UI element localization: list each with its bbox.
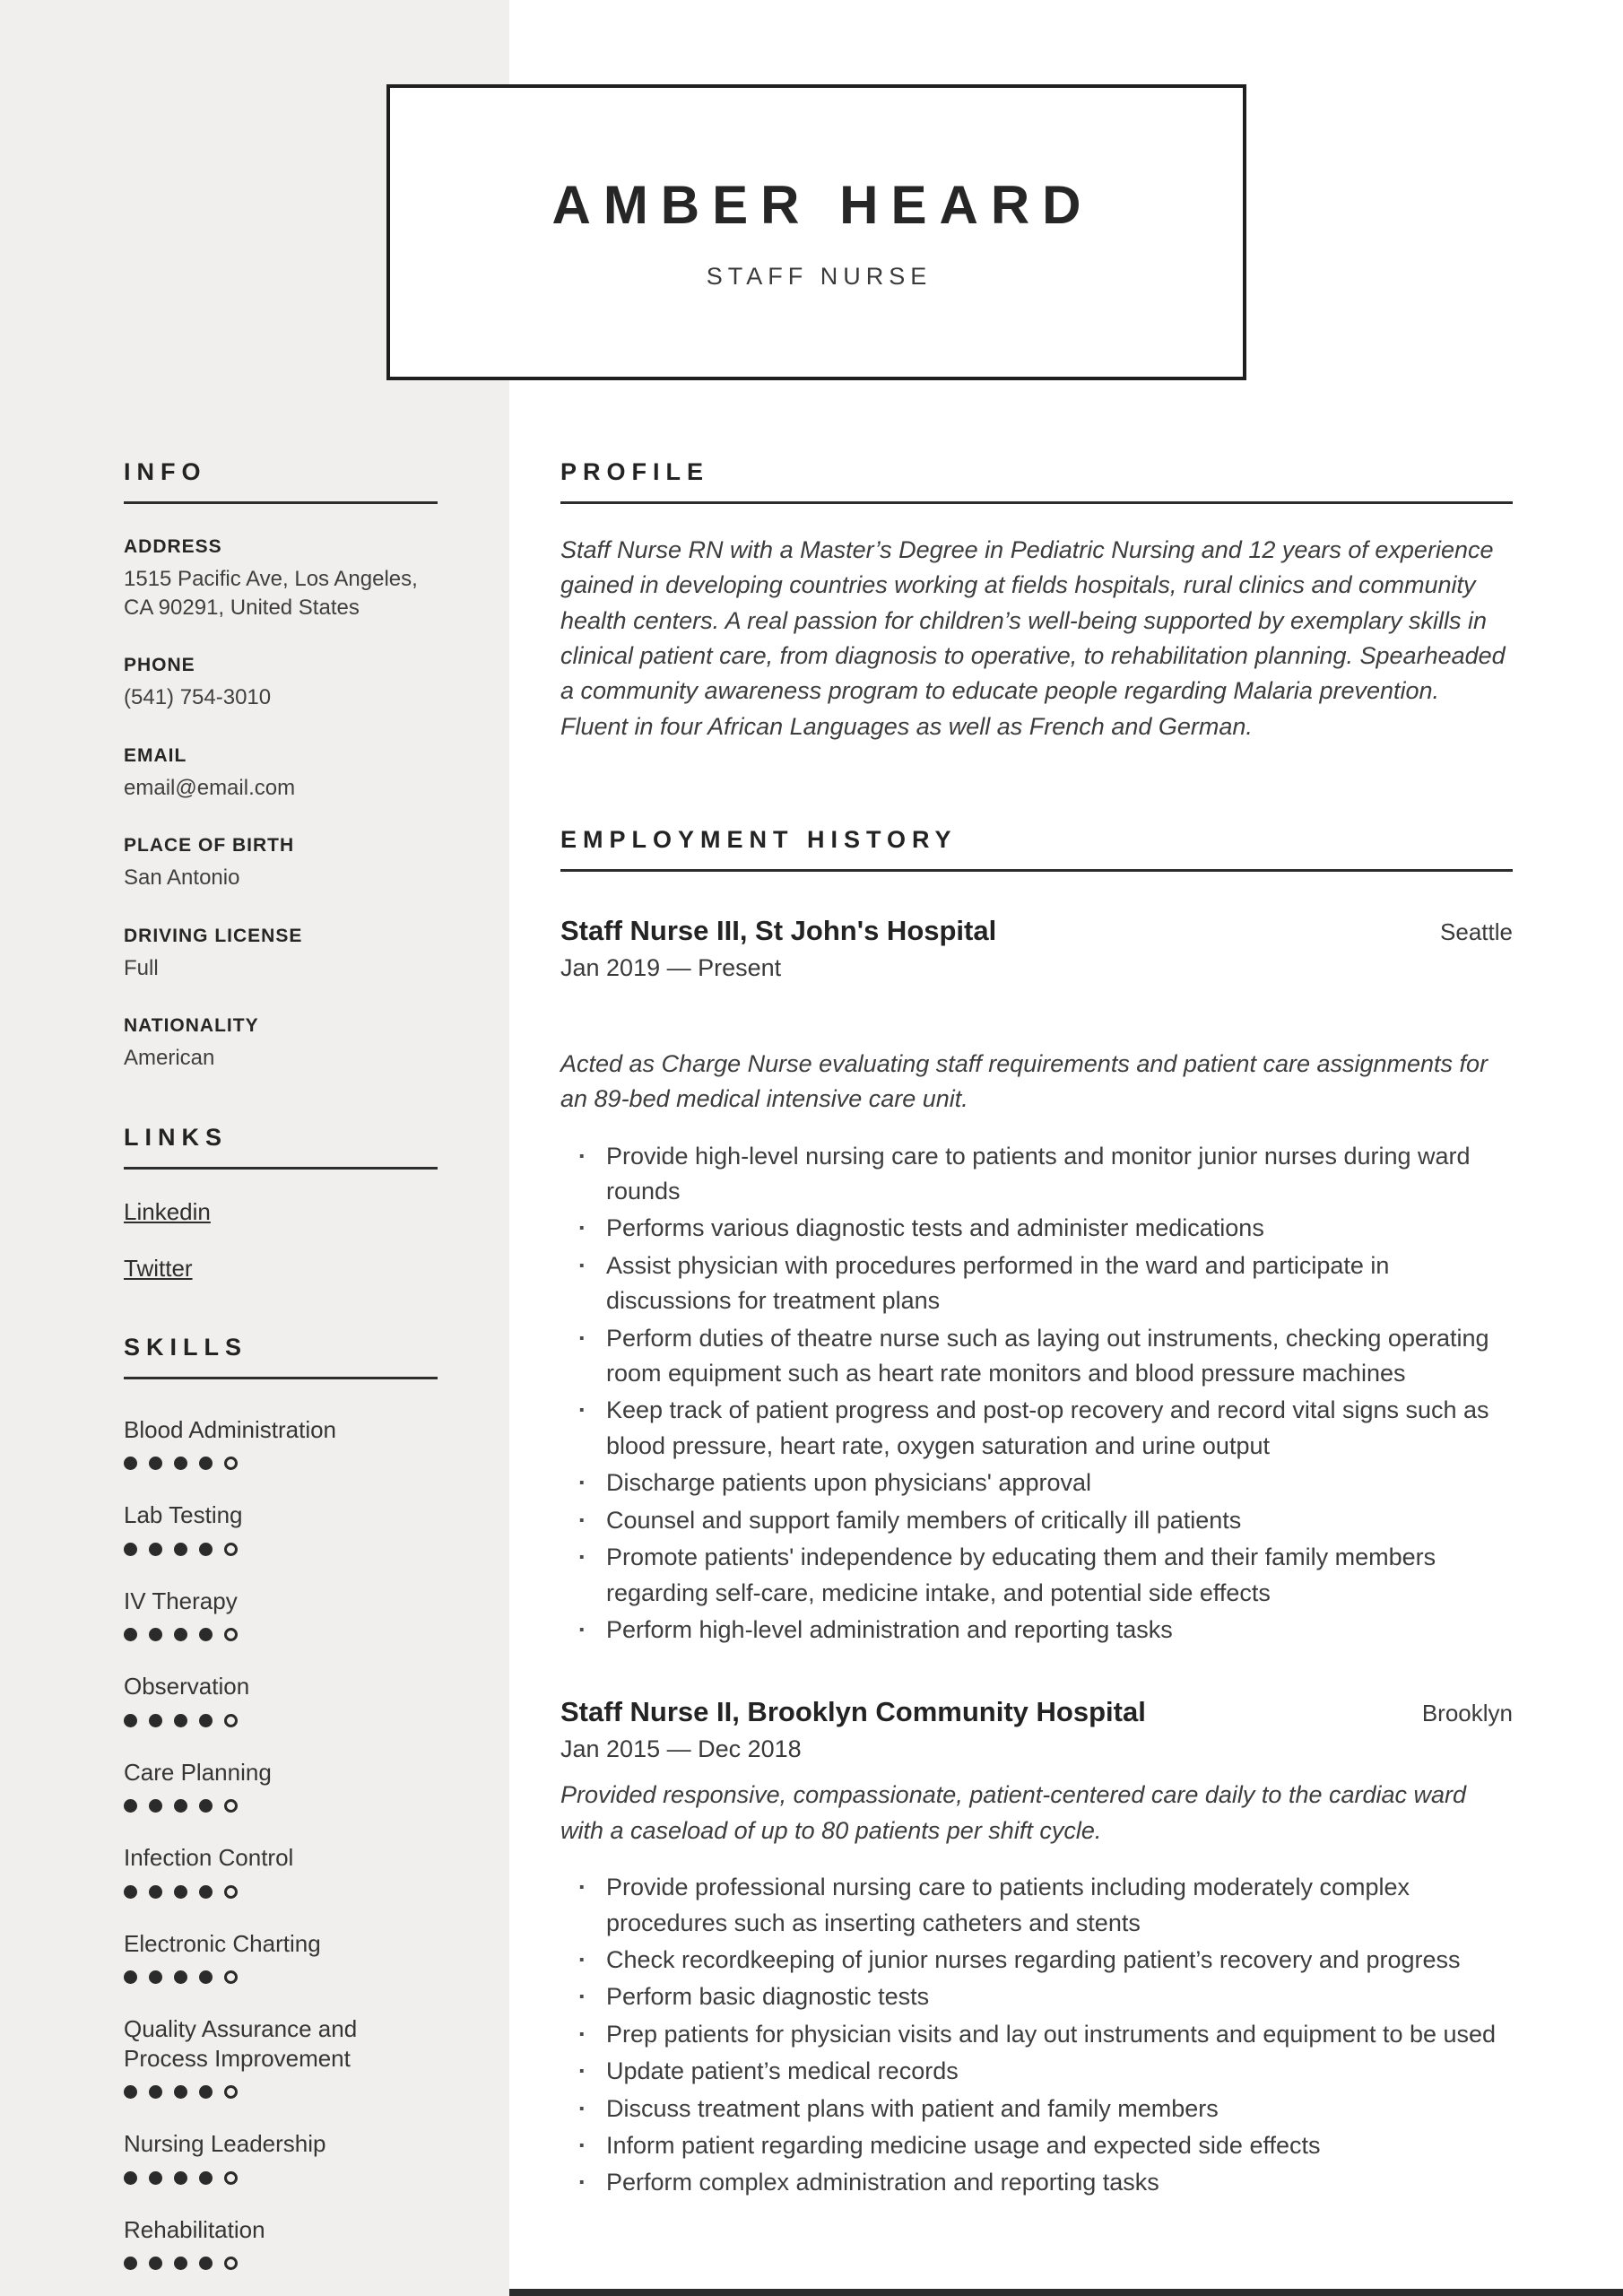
skill-dot-filled bbox=[149, 2171, 162, 2185]
skill-dot-empty bbox=[224, 1543, 238, 1556]
skill-rating-dots bbox=[124, 1970, 438, 1984]
skill-rating-dots bbox=[124, 1885, 438, 1899]
skill-dot-filled bbox=[149, 1970, 162, 1984]
skill-dot-filled bbox=[174, 1970, 187, 1984]
skill-item bbox=[124, 1587, 438, 1642]
skill-dot-filled bbox=[149, 1457, 162, 1470]
field-value: email@email.com bbox=[124, 775, 296, 800]
skill-dot-empty bbox=[224, 1970, 238, 1984]
skill-item bbox=[124, 2129, 438, 2185]
skill-dot-filled bbox=[124, 2257, 137, 2270]
main-column bbox=[560, 459, 1513, 2201]
skill-dot-filled bbox=[124, 1457, 137, 1470]
field-value: 1515 Pacific Ave, Los Angeles, CA 90291, United States bbox=[124, 566, 418, 621]
skill-name: Electronic Charting bbox=[124, 1929, 321, 1957]
skill-rating-dots bbox=[124, 1628, 438, 1641]
skill-dot-empty bbox=[224, 1457, 238, 1470]
skill-dot-filled bbox=[174, 1457, 187, 1470]
skill-dot-filled bbox=[124, 1714, 137, 1727]
skills-section bbox=[124, 1335, 438, 2270]
skill-item bbox=[124, 1929, 438, 1985]
skill-dot-filled bbox=[199, 1457, 213, 1470]
job-dates: Jan 2019 — Present bbox=[560, 953, 782, 981]
skill-name: Quality Assurance and Process Improvement bbox=[124, 2015, 358, 2072]
job-entry bbox=[560, 1696, 1513, 2200]
header-card bbox=[386, 84, 1246, 380]
skill-dot-empty bbox=[224, 2085, 238, 2099]
skill-dot-filled bbox=[124, 2171, 137, 2185]
job-dates: Jan 2015 — Dec 2018 bbox=[560, 1735, 802, 1763]
skill-name: Observation bbox=[124, 1673, 250, 1700]
skill-dot-filled bbox=[149, 1714, 162, 1727]
bullet-item: · Perform duties of theatre nurse such as laying out instruments, checking operating room equipment such as heart rate monitors and blood pressure machines bbox=[560, 1321, 1513, 1392]
skill-dot-filled bbox=[124, 1628, 137, 1641]
bullet-item: · Keep track of patient progress and post-op recovery and record vital signs such as blood pressure, heart rate, oxygen saturation and urine output bbox=[560, 1393, 1513, 1464]
bullet-item: · Inform patient regarding medicine usage and expected side effects bbox=[560, 2128, 1513, 2163]
field-label: PHONE bbox=[124, 655, 195, 676]
field-label: EMAIL bbox=[124, 744, 187, 766]
skill-dot-filled bbox=[149, 1885, 162, 1899]
job-header bbox=[560, 915, 1513, 947]
candidate-job-title: STAFF NURSE bbox=[706, 263, 933, 290]
skill-name: Nursing Leadership bbox=[124, 2130, 326, 2158]
skill-item bbox=[124, 1500, 438, 1556]
skill-dot-filled bbox=[199, 1885, 213, 1899]
skill-dot-filled bbox=[124, 1799, 137, 1813]
job-summary: Acted as Charge Nurse evaluating staff requirements and patient care assignments for an 89-bed medical intensive care unit. bbox=[560, 1049, 1488, 1113]
job-title: Staff Nurse III, St John's Hospital bbox=[560, 914, 997, 946]
skills-heading: SKILLS bbox=[124, 1335, 438, 1379]
nationality-field bbox=[124, 1015, 438, 1073]
field-value: San Antonio bbox=[124, 865, 240, 891]
skill-item bbox=[124, 1672, 438, 1727]
place-of-birth-field bbox=[124, 835, 438, 892]
skill-dot-filled bbox=[199, 1970, 213, 1984]
links-heading: LINKS bbox=[124, 1125, 438, 1170]
job-entry bbox=[560, 915, 1513, 1648]
info-section bbox=[124, 459, 438, 1073]
skill-dot-filled bbox=[149, 2085, 162, 2099]
skill-dot-filled bbox=[199, 2171, 213, 2185]
bullet-item: · Check recordkeeping of junior nurses regarding patient’s recovery and progress bbox=[560, 1943, 1513, 1978]
skill-name: Lab Testing bbox=[124, 1501, 243, 1529]
twitter-link[interactable]: Twitter bbox=[124, 1255, 193, 1283]
job-title: Staff Nurse II, Brooklyn Community Hospital bbox=[560, 1696, 1146, 1728]
skill-rating-dots bbox=[124, 1543, 438, 1556]
driving-license-field bbox=[124, 926, 438, 983]
skill-dot-filled bbox=[124, 1543, 137, 1556]
skill-dot-filled bbox=[174, 1714, 187, 1727]
skill-item bbox=[124, 1758, 438, 1813]
skill-dot-empty bbox=[224, 2257, 238, 2270]
job-bullet-list bbox=[560, 1139, 1513, 1648]
employment-heading: EMPLOYMENT HISTORY bbox=[560, 827, 1513, 872]
linkedin-link[interactable]: Linkedin bbox=[124, 1198, 211, 1226]
job-location: Seattle bbox=[1440, 918, 1513, 945]
field-value: American bbox=[124, 1046, 215, 1071]
email-field bbox=[124, 745, 438, 803]
employment-section bbox=[560, 827, 1513, 2201]
skill-rating-dots bbox=[124, 1457, 438, 1470]
skill-dot-empty bbox=[224, 1628, 238, 1641]
links-section bbox=[124, 1125, 438, 1283]
bullet-item: · Provide professional nursing care to patients including moderately complex procedures such as inserting catheters and stents bbox=[560, 1870, 1513, 1941]
skill-rating-dots bbox=[124, 1799, 438, 1813]
sidebar-content bbox=[124, 459, 438, 2270]
skill-dot-filled bbox=[174, 2085, 187, 2099]
skill-dot-filled bbox=[174, 2171, 187, 2185]
skill-dot-filled bbox=[199, 1543, 213, 1556]
skill-rating-dots bbox=[124, 2257, 438, 2270]
skill-dot-filled bbox=[174, 1799, 187, 1813]
skill-dot-filled bbox=[199, 1628, 213, 1641]
skill-item bbox=[124, 1415, 438, 1471]
job-summary: Provided responsive, compassionate, patient-centered care daily to the cardiac ward with a caseload of up to 80 patients per shift cycle. bbox=[560, 1781, 1467, 1844]
skill-dot-empty bbox=[224, 1799, 238, 1813]
skill-dot-empty bbox=[224, 2171, 238, 2185]
info-heading: INFO bbox=[124, 459, 438, 504]
skill-name: Care Planning bbox=[124, 1758, 272, 1786]
skill-dot-filled bbox=[174, 1543, 187, 1556]
address-field bbox=[124, 536, 438, 623]
phone-field bbox=[124, 655, 438, 712]
bullet-item: · Promote patients' independence by educating them and their family members regarding self-care, medicine intake, and potential side effects bbox=[560, 1540, 1513, 1611]
skill-name: Infection Control bbox=[124, 1844, 294, 1872]
skill-dot-filled bbox=[124, 1885, 137, 1899]
skill-dot-filled bbox=[174, 1885, 187, 1899]
profile-heading: PROFILE bbox=[560, 459, 1513, 504]
skill-dot-filled bbox=[199, 1714, 213, 1727]
skill-rating-dots bbox=[124, 2085, 438, 2099]
bullet-item: · Counsel and support family members of critically ill patients bbox=[560, 1503, 1513, 1538]
profile-section bbox=[560, 459, 1513, 744]
skill-rating-dots bbox=[124, 1714, 438, 1727]
field-value: Full bbox=[124, 955, 159, 980]
skill-dot-filled bbox=[124, 1970, 137, 1984]
bullet-item: · Update patient’s medical records bbox=[560, 2054, 1513, 2089]
field-value: (541) 754-3010 bbox=[124, 685, 272, 710]
skill-dot-filled bbox=[199, 2085, 213, 2099]
skill-dot-filled bbox=[124, 2085, 137, 2099]
skill-dot-empty bbox=[224, 1885, 238, 1899]
skill-dot-filled bbox=[174, 2257, 187, 2270]
job-location: Brooklyn bbox=[1421, 1700, 1513, 1727]
skill-name: IV Therapy bbox=[124, 1587, 238, 1614]
skill-dot-filled bbox=[149, 1799, 162, 1813]
field-label: NATIONALITY bbox=[124, 1015, 259, 1037]
bullet-item: · Discharge patients upon physicians' approval bbox=[560, 1465, 1513, 1500]
bullet-item: · Performs various diagnostic tests and administer medications bbox=[560, 1211, 1513, 1246]
skill-dot-filled bbox=[149, 2257, 162, 2270]
field-label: DRIVING LICENSE bbox=[124, 925, 303, 946]
field-label: PLACE OF BIRTH bbox=[124, 835, 295, 857]
skill-name: Rehabilitation bbox=[124, 2215, 265, 2243]
bullet-item: · Perform basic diagnostic tests bbox=[560, 1979, 1513, 2014]
skill-item bbox=[124, 2215, 438, 2271]
bullet-item: · Prep patients for physician visits and lay out instruments and equipment to be used bbox=[560, 2017, 1513, 2052]
bullet-item: · Perform high-level administration and reporting tasks bbox=[560, 1613, 1513, 1648]
bullet-item: · Assist physician with procedures performed in the ward and participate in discussions for treatment plans bbox=[560, 1248, 1513, 1319]
skill-rating-dots bbox=[124, 2171, 438, 2185]
skill-item bbox=[124, 2014, 438, 2099]
page-bottom-divider bbox=[509, 2289, 1623, 2296]
skill-dot-filled bbox=[199, 2257, 213, 2270]
bullet-item: · Perform complex administration and reporting tasks bbox=[560, 2165, 1513, 2200]
job-bullet-list bbox=[560, 1870, 1513, 2201]
skill-dot-filled bbox=[199, 1799, 213, 1813]
candidate-name: AMBER HEARD bbox=[551, 175, 1094, 235]
bullet-item: · Provide high-level nursing care to patients and monitor junior nurses during ward rounds bbox=[560, 1139, 1513, 1210]
skill-dot-filled bbox=[149, 1628, 162, 1641]
skill-dot-empty bbox=[224, 1714, 238, 1727]
skill-dot-filled bbox=[149, 1543, 162, 1556]
job-header bbox=[560, 1696, 1513, 1728]
skill-name: Blood Administration bbox=[124, 1415, 337, 1443]
bullet-item: · Discuss treatment plans with patient and family members bbox=[560, 2092, 1513, 2126]
skill-dot-filled bbox=[174, 1628, 187, 1641]
profile-text: Staff Nurse RN with a Master’s Degree in Pediatric Nursing and 12 years of experience gained in developing countries working at fields hospitals, rural clinics and community health centers. A real passion for children’s well-being supported by exemplary skills in clinical patient care, from diagnosis to operative, to rehabilitation planning. Spearheaded a community awareness program to educate people regarding Malaria prevention. Fluent in four African Languages as well as French and German. bbox=[560, 535, 1506, 740]
skill-item bbox=[124, 1843, 438, 1899]
field-label: ADDRESS bbox=[124, 535, 222, 557]
